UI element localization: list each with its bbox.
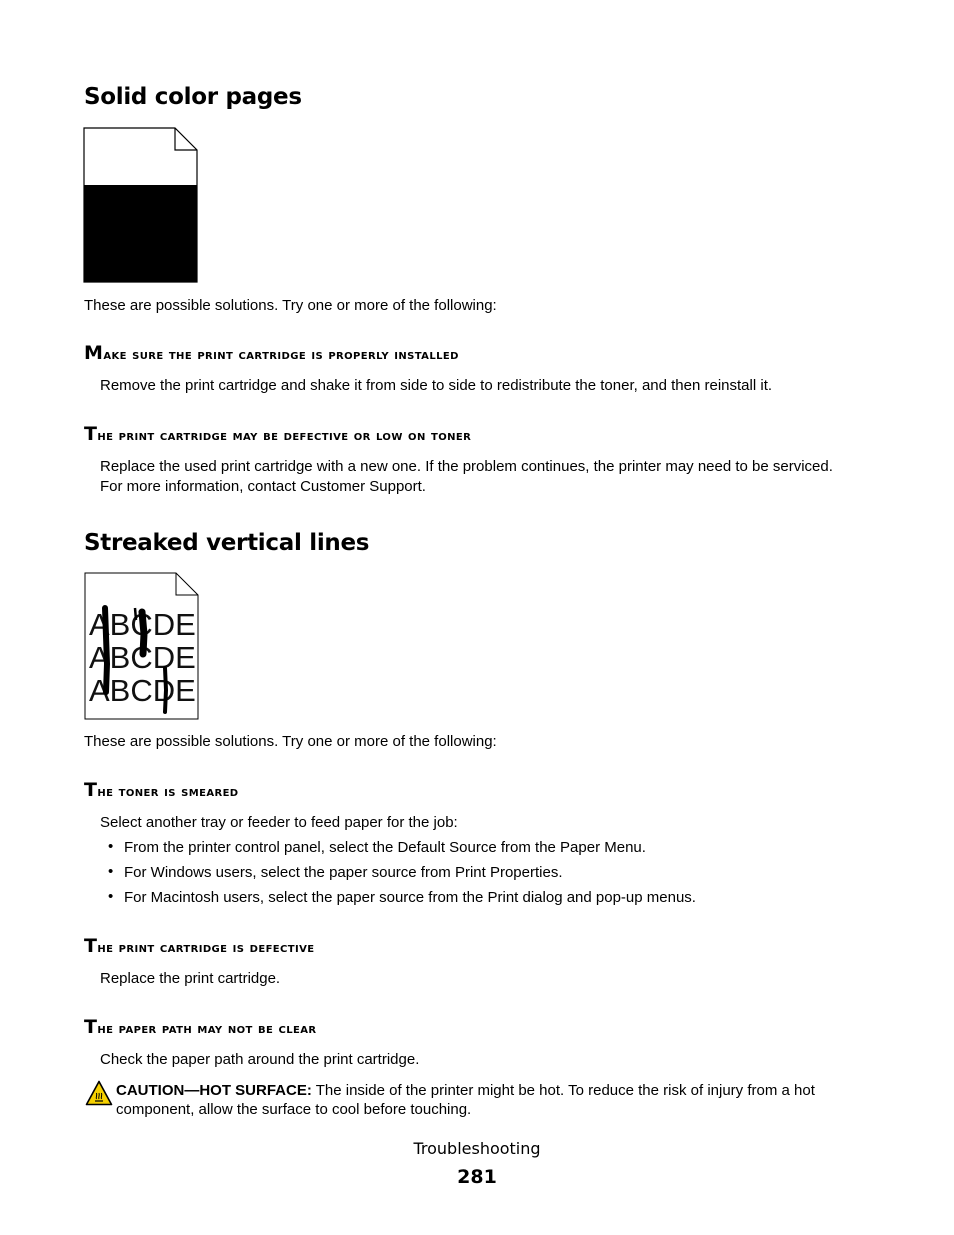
sample-text-line-1: ABCDE — [89, 607, 196, 642]
section-title-solid-color-pages: Solid color pages — [84, 84, 302, 110]
bullet-item-2: For Windows users, select the paper source from Print Properties. — [124, 864, 563, 881]
footer — [0, 1139, 954, 1158]
caution-text-2: component, allow the surface to cool before touching. — [116, 1101, 472, 1118]
page-number: 281 — [457, 1166, 497, 1188]
paper-path-text: Check the paper path around the print cartridge. — [100, 1051, 420, 1068]
cartridge-defective-text: Replace the print cartridge. — [100, 970, 281, 987]
bullet-item-1: From the printer control panel, select the Default Source from the Paper Menu. — [124, 839, 646, 856]
bullet-dot: • — [108, 863, 114, 880]
subsection-heading-cartridge-low-toner: The print cartridge may be defective or low on toner — [84, 423, 472, 445]
footer-page-number-wrap — [0, 1166, 954, 1188]
sample-text-line-3: ABCDE — [89, 673, 196, 708]
sample-text-line-2: ABCDE — [89, 640, 196, 675]
footer-chapter-label: Troubleshooting — [413, 1139, 541, 1158]
hot-surface-warning-icon — [85, 1080, 113, 1111]
toner-smeared-text: Select another tray or feeder to feed paper for the job: — [100, 814, 458, 831]
solutions-intro-1: These are possible solutions. Try one or more of the following: — [84, 297, 497, 314]
cartridge-low-toner-text-2: For more information, contact Customer Support. — [100, 478, 426, 495]
cartridge-low-toner-text-1: Replace the used print cartridge with a new one. If the problem continues, the printer may need to be serviced. — [100, 458, 833, 475]
section-title-streaked-vertical-lines: Streaked vertical lines — [84, 530, 370, 556]
cartridge-installed-text: Remove the print cartridge and shake it from side to side to redistribute the toner, and then reinstall it. — [100, 377, 773, 394]
subsection-heading-cartridge-defective: The print cartridge is defective — [84, 935, 315, 957]
solutions-intro-2: These are possible solutions. Try one or more of the following: — [84, 733, 497, 750]
subsection-heading-toner-smeared: The toner is smeared — [84, 779, 239, 801]
bullet-dot: • — [108, 838, 114, 855]
caution-label: CAUTION—HOT SURFACE: — [116, 1082, 312, 1099]
subsection-heading-paper-path: The paper path may not be clear — [84, 1016, 317, 1038]
subsection-heading-cartridge-installed: Make sure the print cartridge is properly installed — [84, 342, 459, 364]
bullet-item-3: For Macintosh users, select the paper source from the Print dialog and pop-up menus. — [124, 889, 696, 906]
bullet-dot: • — [108, 888, 114, 905]
streaked-lines-page-illustration — [83, 572, 201, 727]
solid-color-page-illustration — [83, 127, 199, 290]
caution-text-1: CAUTION—HOT SURFACE: The inside of the printer might be hot. To reduce the risk of injury from a hot — [116, 1082, 815, 1099]
